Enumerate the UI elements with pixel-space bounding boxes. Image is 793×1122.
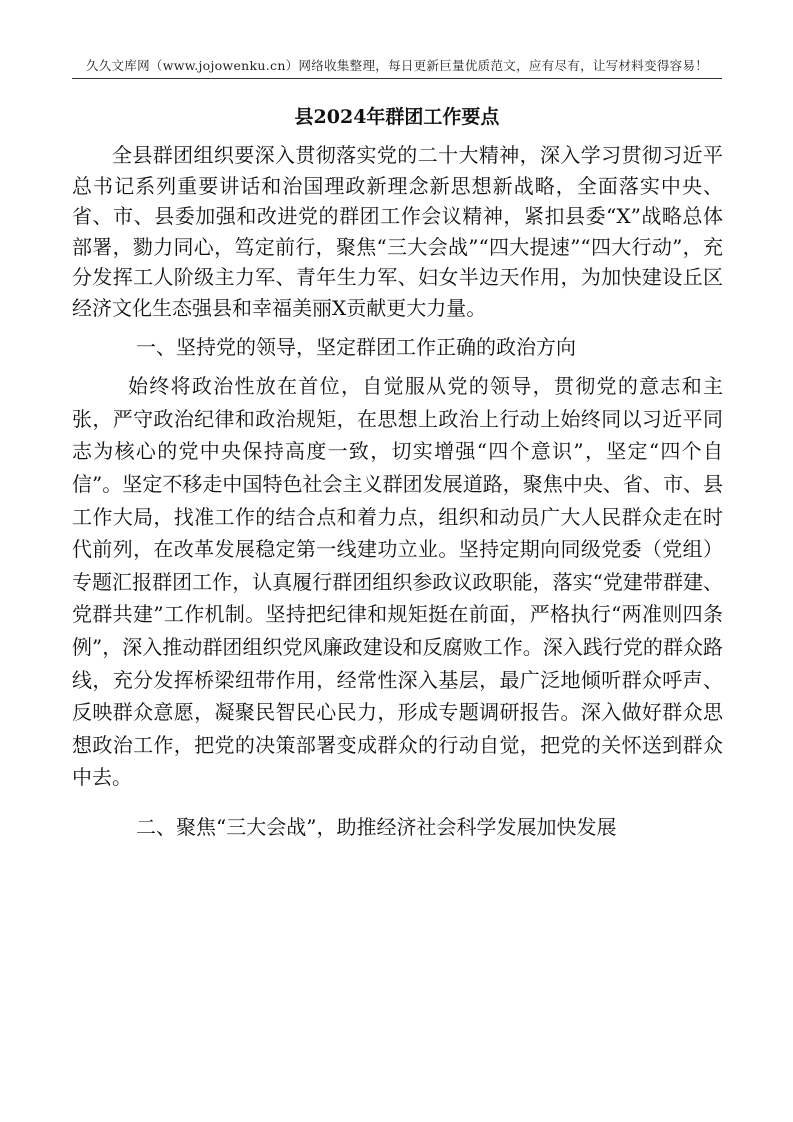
header-divider	[72, 78, 722, 79]
document-title: 县2024年群团工作要点	[294, 106, 500, 128]
section-1-heading: 一、坚持党的领导，坚定群团工作正确的政治方向	[136, 334, 576, 359]
header-source-note: 久久文库网（www.jojowenku.cn）网络收集整理，每日更新巨量优质范文，应有尽有，让写材料变得容易！	[85, 58, 709, 73]
section-2-heading: 二、聚焦“三大会战”，助推经济社会科学发展加快发展	[136, 814, 617, 839]
document-body	[72, 140, 723, 842]
section-1-paragraph: 始终将政治性放在首位，自觉服从党的领导，贯彻党的意志和主张，严守政治纪律和政治规矩，在思想上政治上行动上始终同以习近平同志为核心的党中央保持高度一致，切实增强“四个意识”，坚定“四个自信”。坚定不移走中国特色社会主义群团发展道路，聚焦中央、省、市、县工作大局，找准工作的结合点和着力点，组织和动员广大人民群众走在时代前列，在改革发展稳定第一线建功立业。坚持定期向同级党委（党组）专题汇报群团工作，认真履行群团组织参政议政职能，落实“党建带群建、党群共建”工作机制。坚持把纪律和规矩挺在前面，严格执行“两准则四条例”，深入推动群团组织党风廉政建设和反腐败工作。深入践行党的群众路线，充分发挥桥梁纽带作用，经常性深入基层，最广泛地倾听群众呼声、反映群众意愿，凝聚民智民心民力，形成专题调研报告。深入做好群众思想政治工作，把党的决策部署变成群众的行动自觉，把党的关怀送到群众中去。	[72, 374, 723, 790]
intro-paragraph: 全县群团组织要深入贯彻落实党的二十大精神，深入学习贯彻习近平总书记系列重要讲话和治国理政新理念新思想新战略，全面落实中央、省、市、县委加强和改进党的群团工作会议精神，紧扣县委“X”战略总体部署，勠力同心，笃定前行，聚焦“三大会战”“四大提速”“四大行动”，充分发挥工人阶级主力军、青年生力军、妇女半边天作用，为加快建设丘区经济文化生态强县和幸福美丽X贡献更大力量。	[72, 143, 723, 320]
